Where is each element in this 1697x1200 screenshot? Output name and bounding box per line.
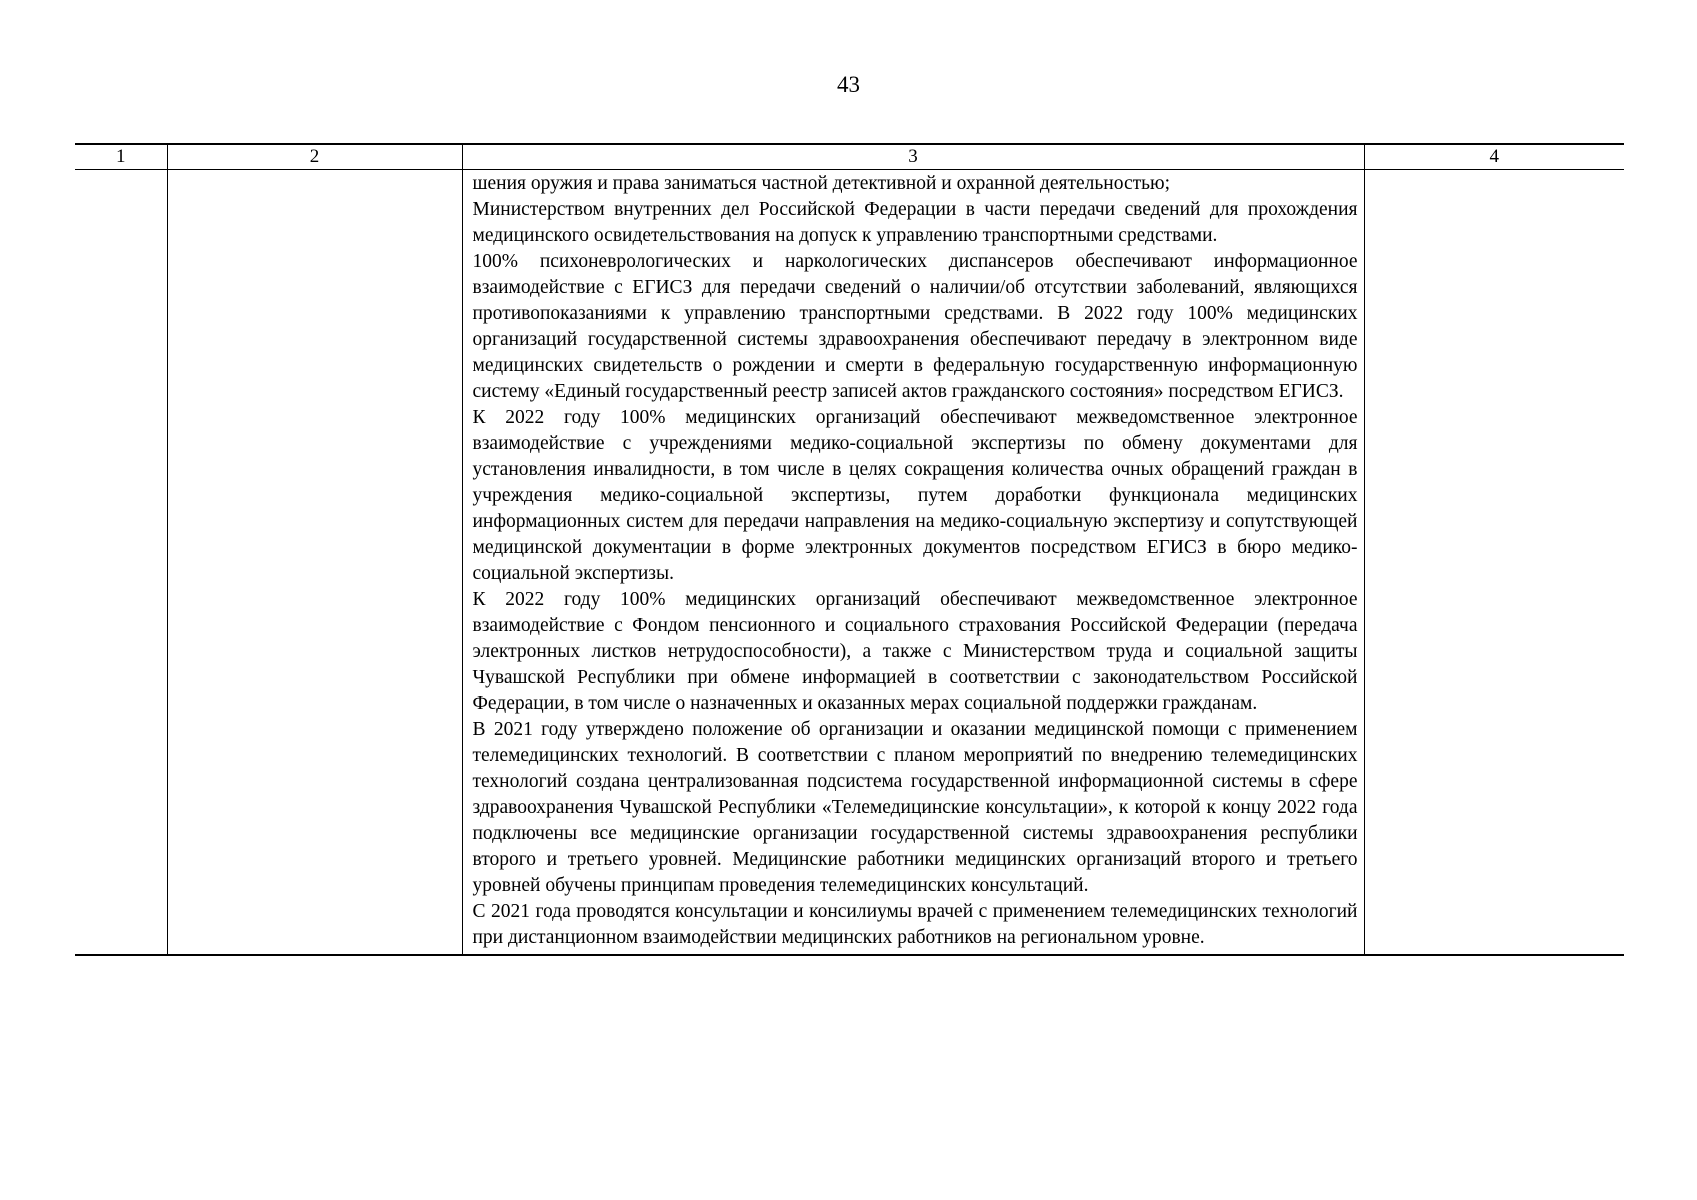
paragraph-dispensaries: 100% психоневрологических и наркологических диспансеров обеспечивают информационное взаимодействие с ЕГИСЗ для передачи сведений о наличии/об отсутствии заболеваний, являющихся противопоказаниями к управлению транспортными средствами. В 2022 году 100% медицинских организаций государственной системы здравоохранения обеспечивают передачу в электронном виде медицинских свидетельств о рождении и смерти в федеральную государственную информационную систему «Единый государственный реестр записей актов гражданского состояния» посредством ЕГИСЗ. [472, 251, 1358, 402]
column-header-2: 2 [167, 144, 462, 170]
cell-col-2 [167, 170, 462, 956]
column-header-4: 4 [1364, 144, 1624, 170]
paragraph-mse: К 2022 году 100% медицинских организаций обеспечивают межведомственное электронное взаимодействие с учреждениями медико-социальной экспертизы по обмену документами для установления инвалидности, в том числе в целях сокращения количества очных обращений граждан в учреждения медико-социальной экспертизы, путем доработки функционала медицинских информационных систем для передачи направления на медико-социальную экспертизу и сопутствующей медицинской документации в форме электронных документов посредством ЕГИСЗ в бюро медико-социальной экспертизы. [472, 407, 1358, 584]
table-header-row [75, 144, 1624, 170]
cell-col-4 [1364, 170, 1624, 956]
column-header-1: 1 [75, 144, 167, 170]
paragraph-telemedicine: В 2021 году утверждено положение об организации и оказании медицинской помощи с применением телемедицинских технологий. В соответствии с планом мероприятий по внедрению телемедицинских технологий создана централизованная подсистема государственной информационной системы в сфере здравоохранения Чувашской Республики «Телемедицинские консультации», к которой к концу 2022 года подключены все медицинские организации государственной системы здравоохранения республики второго и третьего уровней. Медицинские работники медицинских организаций второго и третьего уровней обучены принципам проведения телемедицинских консультаций. [472, 719, 1358, 896]
column-header-3: 3 [462, 144, 1364, 170]
cell-col-1 [75, 170, 167, 956]
paragraph-pension-fund: К 2022 году 100% медицинских организаций обеспечивают межведомственное электронное взаимодействие с Фондом пенсионного и социального страхования Российской Федерации (передача электронных листков нетрудоспособности), а также с Министерством труда и социальной защиты Чувашской Республики при обмене информацией в соответствии с законодательством Российской Федерации, в том числе о назначенных и оказанных мерах социальной поддержки гражданам. [472, 589, 1358, 714]
paragraph-consultations: С 2021 года проводятся консультации и консилиумы врачей с применением телемедицинских технологий при дистанционном взаимодействии медицинских работников на региональном уровне. [472, 901, 1358, 948]
table-row [75, 170, 1624, 956]
page-number: 43 [837, 72, 860, 97]
content-table [75, 143, 1624, 956]
cell-col-3 [462, 170, 1364, 956]
paragraph-mvd: Министерством внутренних дел Российской Федерации в части передачи сведений для прохождения медицинского освидетельствования на допуск к управлению транспортными средствами. [472, 199, 1358, 246]
paragraph-weapons-continuation: шения оружия и права заниматься частной детективной и охранной деятельностью; [472, 173, 1171, 194]
